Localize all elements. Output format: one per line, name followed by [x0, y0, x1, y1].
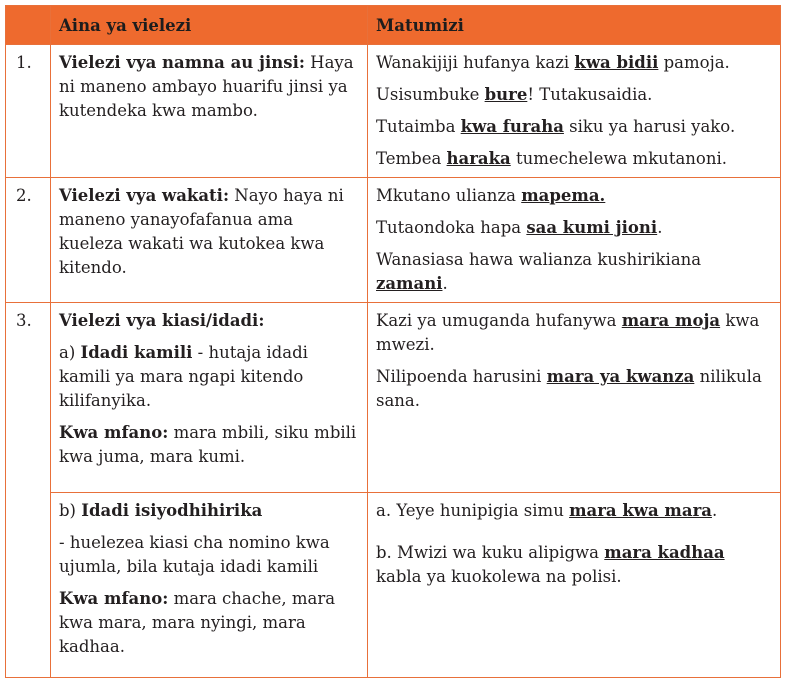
- type-title: Vielezi vya wakati:: [59, 186, 230, 205]
- subtype-title: Idadi kamili: [80, 343, 193, 362]
- table-row: [6, 493, 781, 678]
- example-sentence: Tembea haraka tumechelewa mkutanoni.: [376, 149, 727, 168]
- row-number: 3.: [6, 303, 51, 678]
- adverb-highlight: kwa furaha: [460, 117, 564, 136]
- example-sentence: a. Yeye hunipigia simu mara kwa mara.: [376, 501, 718, 520]
- adverb-highlight: mara kadhaa: [604, 543, 725, 562]
- adverb-highlight: mara ya kwanza: [546, 367, 695, 386]
- usage-cell: [368, 45, 781, 178]
- adverb-highlight: haraka: [446, 149, 511, 168]
- type-cell: [51, 303, 368, 493]
- example-sentence: b. Mwizi wa kuku alipigwa mara kadhaa kabla ya kuokolewa na polisi.: [376, 543, 725, 586]
- subtype-title: Idadi isiyodhihirika: [81, 501, 263, 520]
- type-title: Vielezi vya namna au jinsi:: [59, 53, 305, 72]
- example-sentence: Tutaondoka hapa saa kumi jioni.: [376, 218, 663, 237]
- adverb-highlight: zamani: [376, 274, 443, 293]
- example-sentence: Mkutano ulianza mapema.: [376, 186, 606, 205]
- adverb-highlight: mapema.: [521, 186, 606, 205]
- type-cell: [51, 493, 368, 678]
- row-number: 1.: [6, 45, 51, 178]
- usage-cell: [368, 178, 781, 303]
- usage-cell: [368, 493, 781, 678]
- adverb-highlight: mara moja: [621, 311, 721, 330]
- row-number: 2.: [6, 178, 51, 303]
- adverb-highlight: kwa bidii: [574, 53, 659, 72]
- example-list: Kwa mfano: mara chache, mara kwa mara, mara nyingi, mara kadhaa.: [59, 589, 336, 656]
- type-description: Nayo haya ni maneno yanayofafanua ama kueleza wakati wa kutokea kwa kitendo.: [59, 186, 344, 277]
- subtype-description: - huelezea kiasi cha nomino kwa ujumla, bila kutaja idadi kamili: [59, 533, 330, 576]
- table-row: [6, 303, 781, 493]
- subtype-b: b) Idadi isiyodhihirika: [59, 501, 263, 520]
- header-row: [6, 6, 781, 45]
- adverb-highlight: bure: [484, 85, 528, 104]
- subtype-description: - hutaja idadi kamili ya mara ngapi kitendo kilifanyika.: [59, 343, 308, 410]
- adverb-highlight: mara kwa mara: [569, 501, 712, 520]
- header-num: [6, 6, 51, 45]
- adverb-highlight: saa kumi jioni: [526, 218, 658, 237]
- subtype-a: a) Idadi kamili - hutaja idadi kamili ya mara ngapi kitendo kilifanyika.: [59, 343, 308, 410]
- example-list: Kwa mfano: mara mbili, siku mbili kwa juma, mara kumi.: [59, 423, 357, 466]
- example-sentence: Nilipoenda harusini mara ya kwanza nilikula sana.: [376, 367, 762, 410]
- type-title: Vielezi vya kiasi/idadi:: [59, 311, 265, 330]
- usage-cell: [368, 303, 781, 493]
- example-sentence: Kazi ya umuganda hufanywa mara moja kwa mwezi.: [376, 311, 760, 354]
- example-sentence: Wanakijiji hufanya kazi kwa bidii pamoja.: [376, 53, 730, 72]
- header-type: Aina ya vielezi: [51, 6, 368, 45]
- table-row: [6, 178, 781, 303]
- vielezi-table: [5, 5, 781, 678]
- type-cell: [51, 178, 368, 303]
- header-usage: Matumizi: [368, 6, 781, 45]
- type-description: Haya ni maneno ambayo huarifu jinsi ya kutendeka kwa mambo.: [59, 53, 354, 120]
- example-sentence: Tutaimba kwa furaha siku ya harusi yako.: [376, 117, 736, 136]
- type-cell: [51, 45, 368, 178]
- example-sentence: Wanasiasa hawa walianza kushirikiana zamani.: [376, 250, 702, 293]
- table-row: [6, 45, 781, 178]
- example-sentence: Usisumbuke bure! Tutakusaidia.: [376, 85, 653, 104]
